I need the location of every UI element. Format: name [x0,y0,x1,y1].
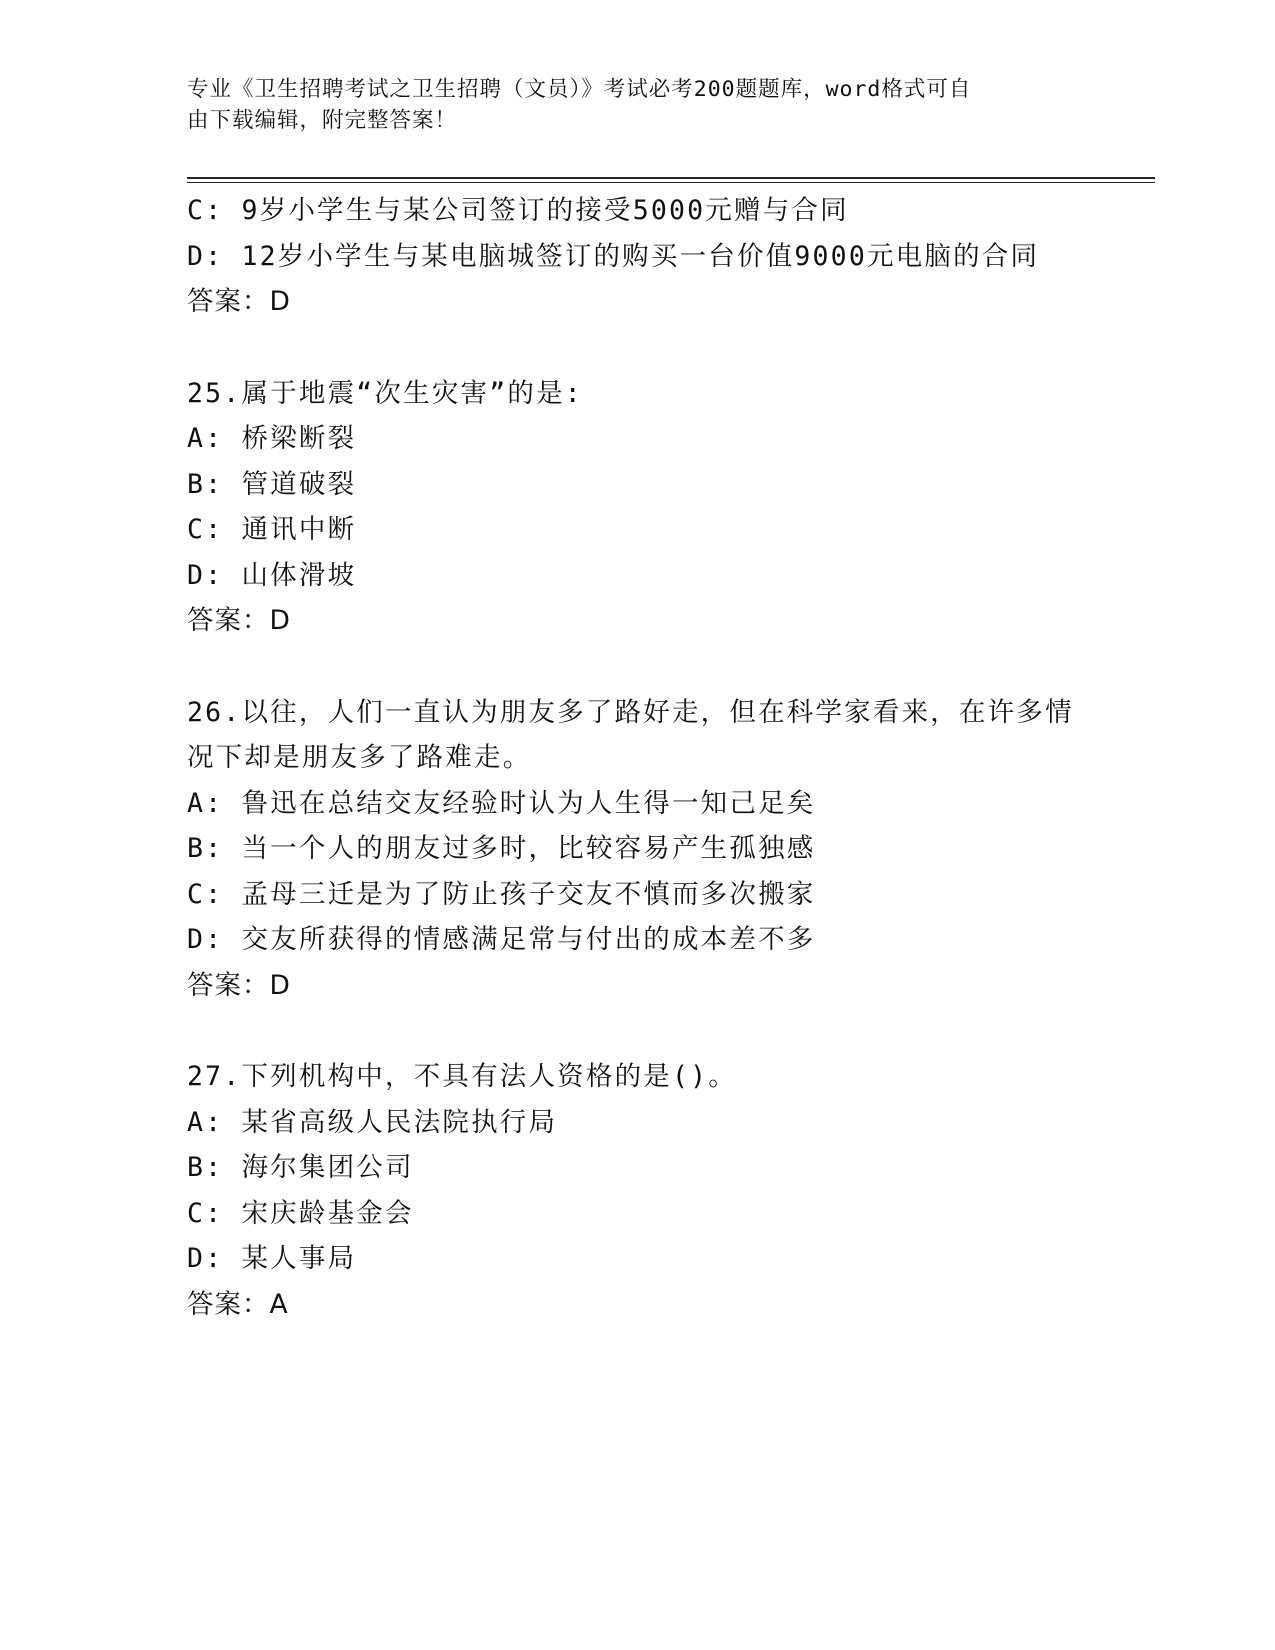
option-d: D: 交友所获得的情感满足常与付出的成本差不多 [187,924,816,955]
header-divider-thin [187,182,1155,183]
option-d: D: 某人事局 [187,1243,357,1274]
answer: 答案：D [187,605,291,636]
question-25 [187,371,1087,644]
option-d: D: 12岁小学生与某电脑城签订的购买一台价值9000元电脑的合同 [187,240,1040,272]
option-c: C: 通讯中断 [187,514,357,545]
answer: 答案：D [187,286,291,317]
question-27 [187,1054,1087,1327]
question-list [187,188,1087,1327]
question-stem-line-2: 况下却是朋友多了路难走。 [187,742,532,773]
question-24-tail [187,188,1087,325]
option-d: D: 山体滑坡 [187,559,357,591]
spacer [187,325,1087,371]
option-b: B: 当一个人的朋友过多时，比较容易产生孤独感 [187,833,816,864]
question-stem: 25.属于地震“次生灾害”的是: [187,377,583,409]
option-a: A: 桥梁断裂 [187,423,357,454]
option-a: A: 鲁迅在总结交友经验时认为人生得一知己足矣 [187,787,816,819]
question-stem-line-1: 26.以往，人们一直认为朋友多了路好走，但在科学家看来，在许多情 [187,696,1074,728]
option-c: C: 孟母三迁是为了防止孩子交友不慎而多次搬家 [187,878,816,910]
spacer [187,644,1087,690]
answer: 答案：A [187,1288,289,1320]
spacer [187,1008,1087,1054]
option-c: C: 9岁小学生与某公司签订的接受5000元赠与合同 [187,195,849,226]
header-divider-thick [187,177,1155,179]
option-a: A: 某省高级人民法院执行局 [187,1106,558,1138]
option-c: C: 宋庆龄基金会 [187,1197,414,1229]
question-26 [187,690,1087,1009]
question-stem: 27.下列机构中，不具有法人资格的是()。 [187,1061,737,1092]
option-b: B: 管道破裂 [187,468,357,500]
answer: 答案：D [187,969,291,1001]
option-b: B: 海尔集团公司 [187,1152,414,1183]
header-line-2: 由下载编辑，附完整答案！ [187,108,458,133]
header-line-1: 专业《卫生招聘考试之卫生招聘（文员）》考试必考200题题库，word格式可自 [187,77,972,102]
document-header [187,74,1067,136]
